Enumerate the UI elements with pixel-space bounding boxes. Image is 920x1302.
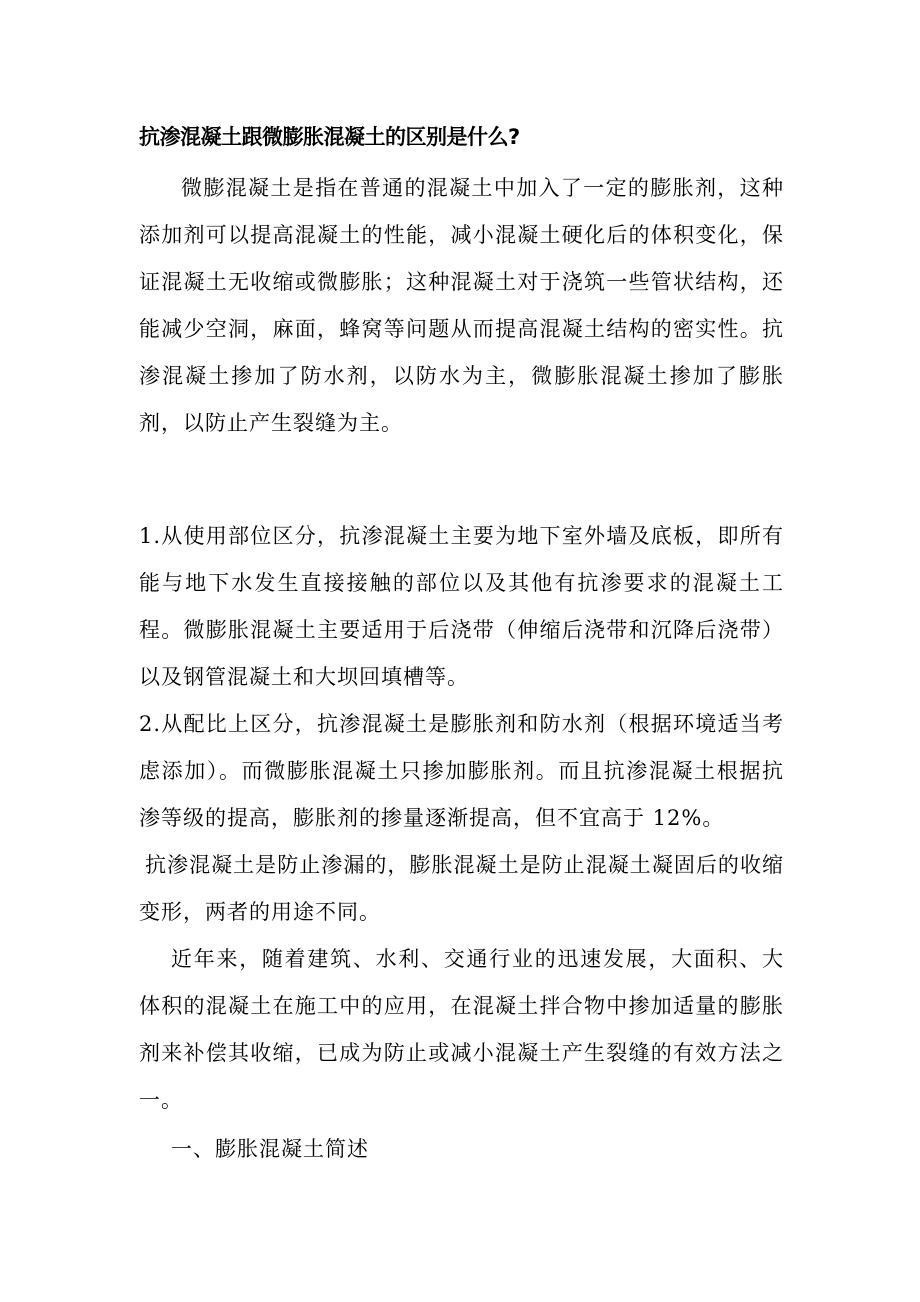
section-heading: 一、膨胀混凝土简述: [171, 1137, 369, 1161]
document-body: [139, 116, 784, 1173]
paragraph-recent: 近年来，随着建筑、水利、交通行业的迅速发展，大面积、大体积的混凝土在施工中的应用，在混凝土拌合物中掺加适量的膨胀剂来补偿其收缩，已成为防止或减小混凝土产生裂缝的有效方法之一。: [139, 947, 784, 1112]
paragraph-point-1: 1.从使用部位区分，抗渗混凝土主要为地下室外墙及底板，即所有能与地下水发生直接接触的部位以及其他有抗渗要求的混凝土工程。微膨胀混凝土主要适用于后浇带（伸缩后浇带和沉降后浇带）以及钢管混凝土和大坝回填槽等。: [139, 524, 784, 689]
document-title: 抗渗混凝土跟微膨胀混凝土的区别是什么?: [139, 125, 520, 149]
paragraph-intro: 微膨混凝土是指在普通的混凝土中加入了一定的膨胀剂，这种添加剂可以提高混凝土的性能，减小混凝土硬化后的体积变化，保证混凝土无收缩或微膨胀；这种混凝土对于浇筑一些管状结构，还能减少空洞，麻面，蜂窝等问题从而提高混凝土结构的密实性。抗渗混凝土掺加了防水剂，以防水为主，微膨胀混凝土掺加了膨胀剂，以防止产生裂缝为主。: [139, 176, 784, 435]
paragraph-point-2: 2.从配比上区分，抗渗混凝土是膨胀剂和防水剂（根据环境适当考虑添加）。而微膨胀混凝土只掺加膨胀剂。而且抗渗混凝土根据抗渗等级的提高，膨胀剂的掺量逐渐提高，但不宜高于 12%。: [139, 712, 784, 830]
paragraph-summary: 抗渗混凝土是防止渗漏的，膨胀混凝土是防止混凝土凝固后的收缩变形，两者的用途不同。: [139, 853, 784, 924]
